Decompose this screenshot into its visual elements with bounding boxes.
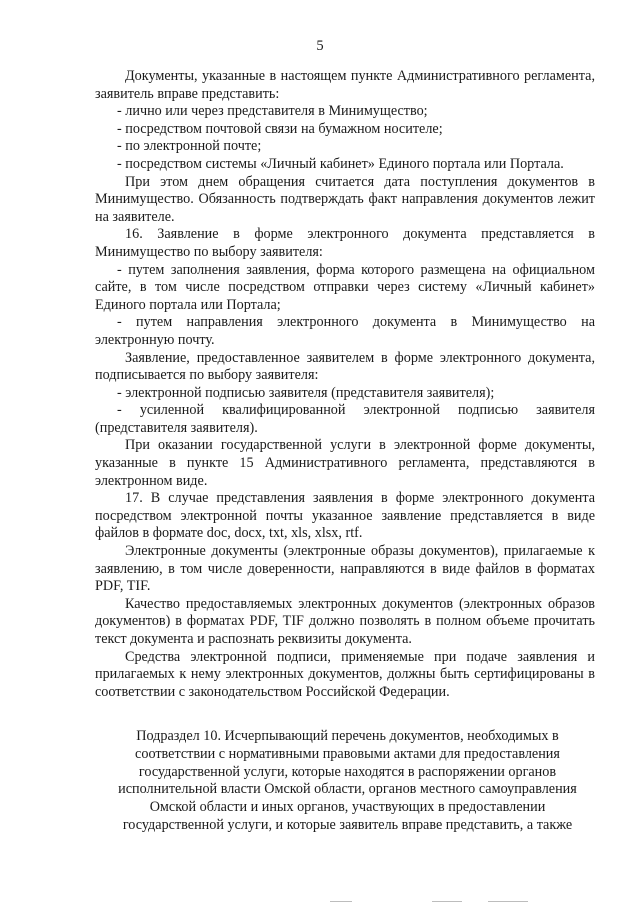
paragraph: Электронные документы (электронные образы документов), прилагаемые к заявлению, в том числе доверенности, направляются в виде файлов в форматах PDF, TIF. (95, 543, 595, 595)
scan-artifact (488, 901, 528, 902)
list-item: - усиленной квалифицированной электронной подписью заявителя (представителя заявителя). (95, 402, 595, 436)
page-number: 5 (316, 38, 324, 54)
list-item: - электронной подписью заявителя (представителя заявителя); (117, 384, 495, 401)
subsection-heading (100, 728, 595, 835)
list-item: - посредством системы «Личный кабинет» Единого портала или Портала. (117, 155, 564, 172)
subsection-heading-line: Омской области и иных органов, участвующих в предоставлении (149, 799, 546, 816)
paragraph: Документы, указанные в настоящем пункте Административного регламента, заявитель вправе представить: (95, 68, 595, 102)
subsection-heading-line: государственной услуги, которые находятся в распоряжении органов (138, 763, 557, 780)
scan-artifact (432, 901, 462, 902)
paragraph: Качество предоставляемых электронных документов (электронных образов документов) в форматах PDF, TIF должно позволять в полном объеме прочитать текст документа и распознать реквизиты документа. (95, 595, 595, 647)
subsection-heading-line: исполнительной власти Омской области, органов местного самоуправления (118, 781, 577, 798)
list-item: - лично или через представителя в Минимущество; (117, 103, 428, 120)
subsection-heading-line: Подраздел 10. Исчерпывающий перечень документов, необходимых в (136, 728, 559, 744)
paragraph: Заявление, предоставленное заявителем в форме электронного документа, подписывается по выбору заявителя: (95, 349, 595, 384)
list-item: - путем заполнения заявления, форма которого размещена на официальном сайте, в том числе посредством отправки через систему «Личный кабинет» Единого портала или Портала; (95, 261, 595, 313)
paragraph: При оказании государственной услуги в электронной форме документы, указанные в пункте 15 Административного регламента, представляются в электронном виде. (95, 437, 595, 489)
document-body (95, 68, 595, 701)
paragraph-item-17: 17. В случае представления заявления в форме электронного документа посредством электронной почты указанное заявление представляется в виде файлов в формате doc, docx, txt, xls, xlsx, rtf. (95, 490, 595, 542)
subsection-heading-line: соответствии с нормативными правовыми актами для предоставления (135, 745, 560, 762)
list-item: - по электронной почте; (117, 138, 262, 155)
list-item: - посредством почтовой связи на бумажном носителе; (117, 120, 443, 137)
paragraph: Средства электронной подписи, применяемые при подаче заявления и прилагаемых к нему электронных документов, должны быть сертифицированы в соответствии с законодательством Российской Федерации. (95, 648, 595, 700)
scan-artifact (330, 901, 352, 902)
subsection-heading-line: государственной услуги, и которые заявитель вправе представить, а также (122, 816, 573, 833)
paragraph: При этом днем обращения считается дата поступления документов в Минимущество. Обязанность подтверждать факт направления документов лежит на заявителе. (95, 173, 595, 225)
list-item: - путем направления электронного документа в Минимущество на электронную почту. (95, 314, 595, 348)
paragraph-item-16: 16. Заявление в форме электронного документа представляется в Минимущество по выбору заявителя: (95, 226, 595, 260)
